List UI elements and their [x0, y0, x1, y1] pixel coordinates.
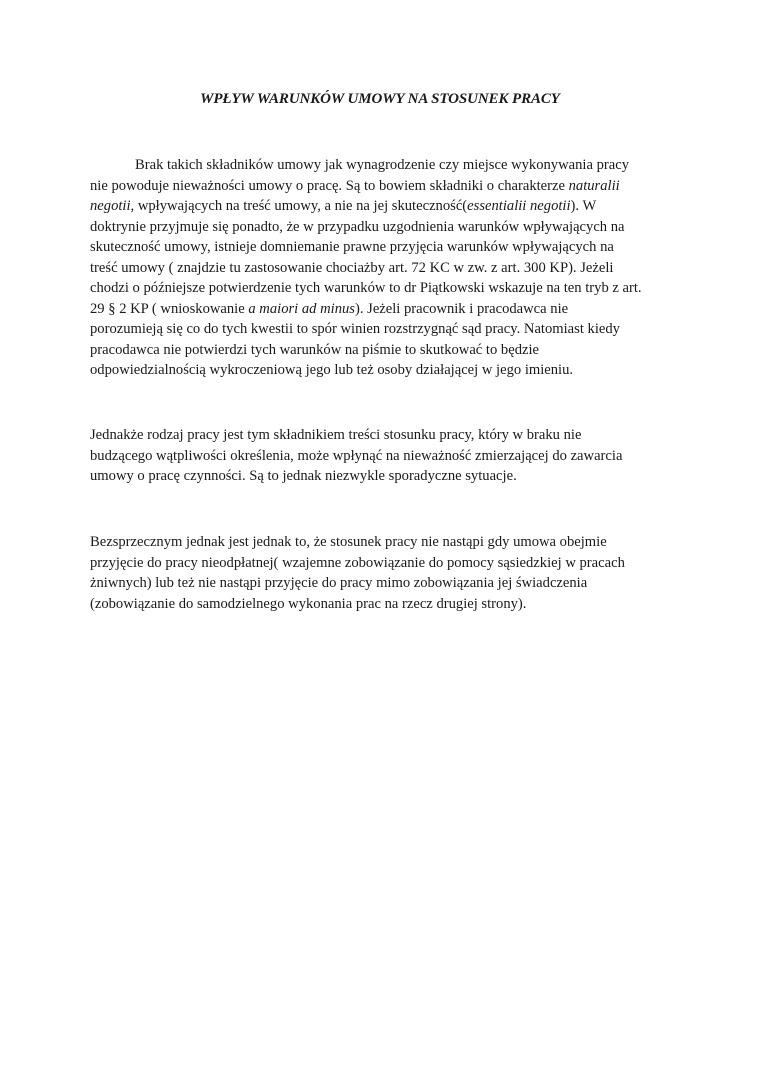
italic-term: naturalii	[568, 177, 620, 194]
text-line	[90, 176, 690, 197]
text-line: treść umowy ( znajdzie tu zastosowanie chociażby art. 72 KC w zw. z art. 300 KP). Jeżeli	[90, 259, 614, 276]
paragraph-3	[90, 532, 690, 614]
paragraph-2	[90, 425, 690, 487]
italic-term: a maiori ad minus	[248, 300, 355, 317]
italic-term: essentialii negotii	[467, 198, 571, 214]
text-line: budzącego wątpliwości określenia, może wpłynąć na nieważność zmierzającej do zawarcia	[90, 447, 623, 464]
document-title: WPŁYW WARUNKÓW UMOWY NA STOSUNEK PRACY	[200, 91, 560, 107]
text-line: odpowiedzialnością wykroczeniową jego lub też osoby działającej w jego imieniu.	[90, 362, 574, 378]
text-line: Brak takich składników umowy jak wynagrodzenie czy miejsce wykonywania pracy	[135, 157, 630, 173]
italic-term: negotii	[90, 198, 131, 214]
text-run: ). W	[570, 198, 597, 214]
text-line: skuteczność umowy, istnieje domniemanie prawne przyjęcia warunków wpływających na	[90, 239, 614, 255]
text-line	[90, 299, 690, 320]
text-run: , wpływających na treść umowy, a nie na jej skuteczność(	[130, 198, 468, 214]
text-line: doktrynie przyjmuje się ponadto, że w przypadku uzgodnienia warunków wpływających na	[90, 218, 625, 235]
text-line: żniwnych) lub też nie nastąpi przyjęcie do pracy mimo zobowiązania jej świadczenia	[90, 575, 588, 591]
text-run: 29 § 2 KP ( wnioskowanie	[90, 300, 249, 317]
paragraph-1	[90, 155, 690, 381]
text-line: umowy o pracę czynności. Są to jednak niezwykle sporadyczne sytuacje.	[90, 468, 517, 484]
text-line: Jednakże rodzaj pracy jest tym składnikiem treści stosunku pracy, który w braku nie	[90, 427, 582, 443]
text-line	[90, 196, 690, 217]
text-line: przyjęcie do pracy nieodpłatnej( wzajemne zobowiązanie do pomocy sąsiedzkiej w pracach	[90, 554, 625, 571]
text-line: (zobowiązanie do samodzielnego wykonania prac na rzecz drugiej strony).	[90, 595, 527, 612]
text-line: pracodawca nie potwierdzi tych warunków na piśmie to skutkować to będzie	[90, 341, 540, 358]
text-line: porozumieją się co do tych kwestii to spór winien rozstrzygnąć sąd pracy. Natomiast kiedy	[90, 321, 620, 337]
text-run: nie powoduje nieważności umowy o pracę. Są to bowiem składniki o charakterze	[90, 177, 569, 194]
text-line: Bezsprzecznym jednak jest jednak to, że stosunek pracy nie nastąpi gdy umowa obejmie	[90, 534, 607, 550]
text-run: ). Jeżeli pracownik i pracodawca nie	[354, 300, 569, 317]
text-line: chodzi o późniejsze potwierdzenie tych warunków to dr Piątkowski wskazuje na ten tryb z art.	[90, 280, 642, 296]
